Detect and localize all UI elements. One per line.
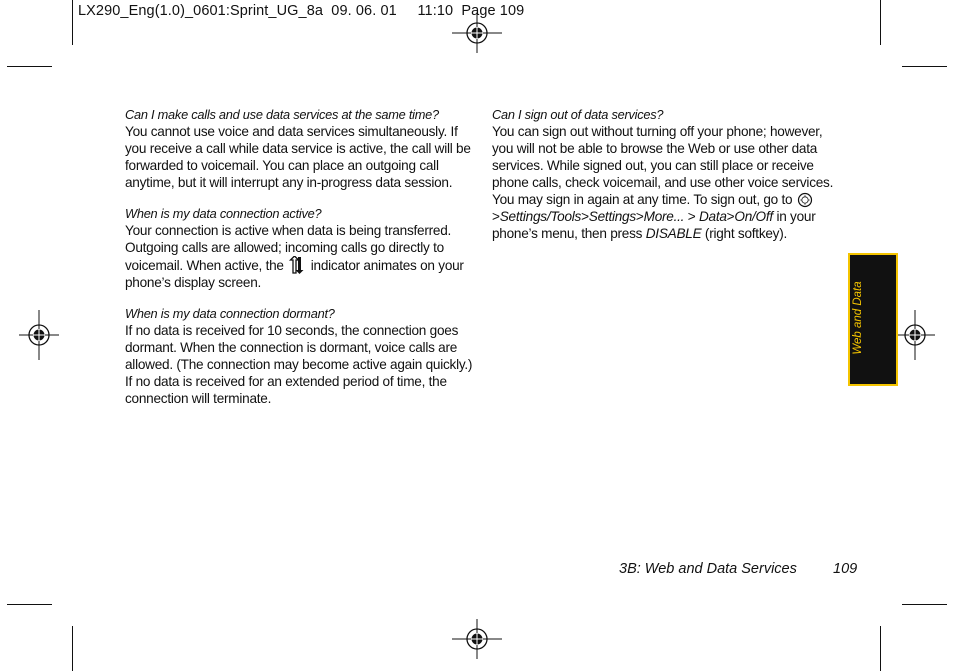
faq-question: Can I sign out of data services? <box>492 107 664 122</box>
menu-path-onoff: On/Off <box>734 209 773 224</box>
faq-answer: You cannot use voice and data services simultaneously. If you receive a call while data service is active, the call will be forwarded to voicemail. You can place an outgoing call anytime, but it will interrupt any in-progress data session. <box>125 124 471 190</box>
faq-question: When is my data connection active? <box>125 206 322 221</box>
registration-mark-icon <box>452 13 502 53</box>
crop-mark <box>7 604 52 605</box>
menu-path-separator: > <box>581 209 589 224</box>
crop-mark <box>72 0 73 45</box>
menu-path-more: More... <box>643 209 685 224</box>
registration-mark-icon <box>452 619 502 659</box>
menu-path-separator: > <box>726 209 735 224</box>
right-column <box>492 106 837 256</box>
registration-mark-icon <box>19 310 59 360</box>
side-tab-label: Web and Data <box>852 281 864 355</box>
menu-path-separator: > <box>635 209 644 224</box>
crop-mark <box>902 604 947 605</box>
answer-text: Your connection is active when data is being transferred. Outgoing calls are allowed; incoming calls go directly to voicemail. When active, the <box>125 223 452 273</box>
faq-answer: If no data is received for 10 seconds, the connection goes dormant. When the connection is dormant, voice calls are allowed. (The connection may become active again quickly.) If no data is received for an extended period of time, the connection will terminate. <box>125 323 473 406</box>
faq-question: When is my data connection dormant? <box>125 306 335 321</box>
answer-text: You can sign out without turning off your phone; however, you will not be able to browse the Web or use other data services. While signed out, you can still place or receive phone calls, check voicemail, and use other voice services. You may sign in again at any time. To sign out, go to <box>492 124 834 207</box>
crop-mark <box>880 626 881 671</box>
answer-text: indicator animates on your phone’s display screen. <box>125 258 464 290</box>
footer-section-title: 3B: Web and Data Services <box>619 561 797 577</box>
menu-path-settings-tools: Settings/Tools <box>499 209 582 224</box>
menu-path-data: Data <box>698 209 727 224</box>
answer-text: in your phone’s menu, then press <box>492 209 816 241</box>
section-side-tab <box>848 253 898 386</box>
softkey-label: DISABLE <box>645 226 702 241</box>
faq-answer <box>492 123 837 242</box>
faq-question: Can I make calls and use data services at the same time? <box>125 107 439 122</box>
left-column <box>125 106 477 421</box>
menu-path-separator: > <box>492 209 500 224</box>
faq-answer <box>125 222 477 291</box>
menu-path-separator: > <box>687 209 696 224</box>
ok-key-icon <box>796 192 814 208</box>
footer-page-number: 109 <box>833 561 858 577</box>
data-active-arrows-icon <box>287 256 307 274</box>
crop-mark <box>72 626 73 671</box>
crop-mark <box>880 0 881 45</box>
printer-slug: LX290_Eng(1.0)_0601:Sprint_UG_8a 09. 06. 01 11:10 Page 109 <box>78 3 525 19</box>
menu-path-settings: Settings <box>588 209 636 224</box>
crop-mark <box>7 66 52 67</box>
registration-mark-icon <box>895 310 935 360</box>
answer-text: (right softkey). <box>701 226 788 241</box>
crop-mark <box>902 66 947 67</box>
